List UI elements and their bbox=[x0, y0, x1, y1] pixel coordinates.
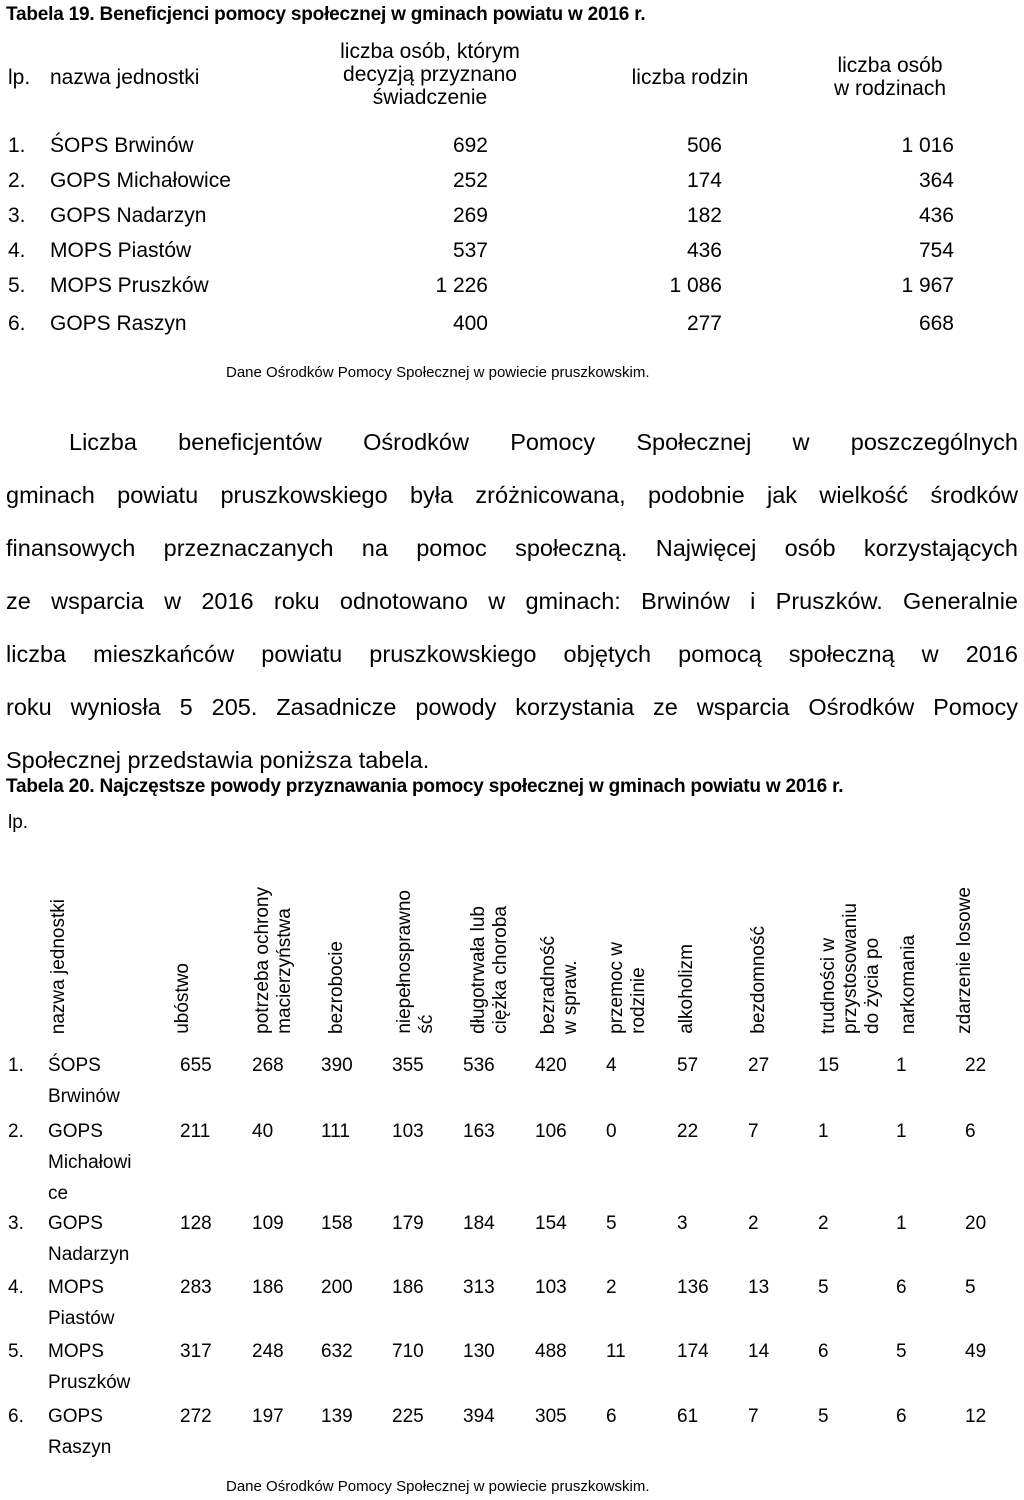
unit-name bbox=[48, 1401, 158, 1463]
table20-cell: 1 bbox=[896, 1055, 907, 1076]
table20-cell: 3 bbox=[677, 1213, 688, 1234]
table20-cell: 305 bbox=[535, 1406, 567, 1427]
table19-caption: Tabela 19. Beneficjenci pomocy społecznej w gminach powiatu w 2016 r. bbox=[6, 4, 646, 25]
column-header-text bbox=[676, 944, 698, 1034]
table19-cell-persons: 400 bbox=[452, 312, 488, 335]
table20-cell: 488 bbox=[535, 1341, 567, 1362]
table20-cell: 15 bbox=[818, 1055, 840, 1076]
table20-column-header bbox=[252, 814, 300, 1034]
table20-cell: 57 bbox=[677, 1055, 699, 1076]
unit-name-line: GOPS bbox=[48, 1121, 103, 1142]
table20-cell: 394 bbox=[463, 1406, 495, 1427]
column-header-line: macierzyństwa bbox=[274, 908, 295, 1034]
table19-header-name: nazwa jednostki bbox=[50, 66, 200, 89]
unit-name-line: GOPS bbox=[48, 1406, 103, 1427]
table19-cell-in-families: 1 016 bbox=[901, 134, 954, 157]
row-number: 2. bbox=[8, 1121, 24, 1142]
table20-cell: 139 bbox=[321, 1406, 353, 1427]
table20-column-header bbox=[48, 814, 74, 1034]
header-line: liczba osób bbox=[837, 54, 943, 77]
table20-cell: 61 bbox=[677, 1406, 699, 1427]
table20-caption: Tabela 20. Najczęstsze powody przyznawania pomocy społecznej w gminach powiatu w 2016 r. bbox=[6, 776, 844, 797]
table20-cell: 22 bbox=[965, 1055, 987, 1076]
unit-name-line: Brwinów bbox=[48, 1086, 120, 1107]
column-header-text bbox=[898, 935, 920, 1034]
table20-cell: 272 bbox=[180, 1406, 212, 1427]
body-paragraph bbox=[6, 416, 1018, 787]
table20-cell: 268 bbox=[252, 1055, 284, 1076]
column-header-line: zdarzenie losowe bbox=[954, 887, 975, 1034]
table20-column-header bbox=[326, 814, 352, 1034]
table19-cell-persons: 269 bbox=[452, 204, 488, 227]
column-header-text bbox=[954, 887, 976, 1034]
table20-cell: 130 bbox=[463, 1341, 495, 1362]
table20-cell: 0 bbox=[606, 1121, 617, 1142]
table19-cell-in-families: 364 bbox=[918, 169, 954, 192]
unit-name: ŚOPS Brwinów bbox=[50, 134, 194, 157]
table20-cell: 655 bbox=[180, 1055, 212, 1076]
unit-name bbox=[48, 1050, 158, 1112]
table20-cell: 6 bbox=[896, 1277, 907, 1298]
table20-cell: 1 bbox=[896, 1121, 907, 1142]
table20-cell: 536 bbox=[463, 1055, 495, 1076]
table20-cell: 179 bbox=[392, 1213, 424, 1234]
unit-name bbox=[48, 1336, 158, 1398]
column-header-text bbox=[48, 899, 70, 1034]
table20-cell: 225 bbox=[392, 1406, 424, 1427]
column-header-text bbox=[538, 936, 582, 1034]
table20-cell: 14 bbox=[748, 1341, 770, 1362]
table20-cell: 211 bbox=[180, 1121, 211, 1142]
table20-cell: 1 bbox=[818, 1121, 829, 1142]
table19-row bbox=[0, 239, 1024, 269]
header-line: decyzją przyznano bbox=[343, 63, 517, 86]
unit-name: GOPS Raszyn bbox=[50, 312, 187, 335]
table20-column-header bbox=[538, 814, 586, 1034]
row-number: 1. bbox=[8, 1055, 24, 1076]
paragraph-line: gminach powiatu pruszkowskiego była zróżnicowana, podobnie jak wielkość środków bbox=[6, 482, 1018, 508]
table20-column-header bbox=[606, 814, 654, 1034]
table20-cell: 22 bbox=[677, 1121, 699, 1142]
table20-cell: 7 bbox=[748, 1121, 759, 1142]
header-line: świadczenie bbox=[372, 86, 488, 109]
column-header-text bbox=[172, 963, 194, 1034]
unit-name-line: ŚOPS bbox=[48, 1055, 101, 1076]
header-line: w rodzinach bbox=[833, 77, 947, 100]
table19-cell-families: 182 bbox=[686, 204, 722, 227]
table20-cell: 2 bbox=[748, 1213, 759, 1234]
table20-cell: 158 bbox=[321, 1213, 353, 1234]
unit-name-line: MOPS bbox=[48, 1341, 104, 1362]
table20-cell: 5 bbox=[965, 1277, 976, 1298]
column-header-text bbox=[818, 903, 884, 1034]
table20-column-header bbox=[468, 814, 516, 1034]
table20-source: Dane Ośrodków Pomocy Społecznej w powiecie pruszkowskim. bbox=[226, 1478, 650, 1495]
table20-cell: 103 bbox=[392, 1121, 424, 1142]
table20-cell: 109 bbox=[252, 1213, 284, 1234]
table19-cell-persons: 252 bbox=[452, 169, 488, 192]
paragraph-line: ze wsparcia w 2016 roku odnotowano w gminach: Brwinów i Pruszków. Generalnie bbox=[6, 588, 1018, 614]
table19-row bbox=[0, 274, 1024, 304]
table19-header-lp: lp. bbox=[8, 66, 31, 89]
paragraph-line: liczba mieszkańców powiatu pruszkowskiego objętych pomocą społeczną w 2016 bbox=[6, 641, 1018, 667]
column-header-text bbox=[326, 941, 348, 1034]
row-number: 5. bbox=[8, 274, 26, 297]
table19-row bbox=[0, 134, 1024, 164]
table20-cell: 7 bbox=[748, 1406, 759, 1427]
table19-header-in-families bbox=[800, 54, 980, 100]
table20-header-lp: lp. bbox=[8, 812, 29, 833]
paragraph-line: roku wyniosła 5 205. Zasadnicze powody korzystania ze wsparcia Ośrodków Pomocy bbox=[6, 694, 1018, 720]
table19-cell-persons: 537 bbox=[452, 239, 488, 262]
table19-source: Dane Ośrodków Pomocy Społecznej w powiecie pruszkowskim. bbox=[226, 364, 650, 381]
column-header-line: w spraw. bbox=[560, 960, 581, 1034]
row-number: 4. bbox=[8, 239, 26, 262]
table20-column-header bbox=[394, 814, 442, 1034]
table20-cell: 111 bbox=[321, 1121, 350, 1142]
unit-name: MOPS Piastów bbox=[50, 239, 192, 262]
column-header-line: przystosowaniu bbox=[840, 903, 861, 1034]
table19-cell-in-families: 436 bbox=[918, 204, 954, 227]
table20-cell: 5 bbox=[606, 1213, 617, 1234]
table19-cell-persons: 1 226 bbox=[435, 274, 488, 297]
column-header-line: przemoc w bbox=[606, 942, 627, 1034]
column-header-line: potrzeba ochrony bbox=[252, 887, 273, 1034]
table19-cell-in-families: 668 bbox=[918, 312, 954, 335]
table20-cell: 4 bbox=[606, 1055, 617, 1076]
table20-column-header bbox=[676, 814, 702, 1034]
table20-cell: 2 bbox=[606, 1277, 617, 1298]
table20-cell: 20 bbox=[965, 1213, 987, 1234]
table20-cell: 106 bbox=[535, 1121, 567, 1142]
table19-cell-families: 1 086 bbox=[669, 274, 722, 297]
table20-cell: 5 bbox=[818, 1277, 829, 1298]
header-line: liczba osób, którym bbox=[340, 40, 520, 63]
column-header-text bbox=[394, 890, 438, 1034]
column-header-text bbox=[252, 887, 296, 1034]
column-header-line: długotrwała lub bbox=[468, 906, 489, 1034]
column-header-line: bezrobocie bbox=[326, 941, 347, 1034]
unit-name-line: MOPS bbox=[48, 1277, 104, 1298]
table20-column-header bbox=[748, 814, 774, 1034]
table20-cell: 420 bbox=[535, 1055, 567, 1076]
paragraph-line: Społecznej przedstawia poniższa tabela. bbox=[6, 747, 430, 773]
table20-cell: 49 bbox=[965, 1341, 987, 1362]
table20-cell: 197 bbox=[252, 1406, 284, 1427]
table19-cell-families: 506 bbox=[686, 134, 722, 157]
unit-name-line: Pruszków bbox=[48, 1372, 131, 1393]
column-header-line: ubóstwo bbox=[172, 963, 193, 1034]
table20-cell: 184 bbox=[463, 1213, 495, 1234]
column-header-line: ść bbox=[416, 1015, 437, 1034]
table20-cell: 248 bbox=[252, 1341, 284, 1362]
table20-cell: 632 bbox=[321, 1341, 353, 1362]
unit-name: MOPS Pruszków bbox=[50, 274, 209, 297]
table20-cell: 27 bbox=[748, 1055, 770, 1076]
table19-row bbox=[0, 312, 1024, 342]
row-number: 3. bbox=[8, 204, 26, 227]
table20-cell: 5 bbox=[896, 1341, 907, 1362]
table20-column-header bbox=[898, 814, 924, 1034]
column-header-line: narkomania bbox=[898, 934, 919, 1034]
paragraph-line: Liczba beneficjentów Ośrodków Pomocy Społecznej w poszczególnych bbox=[69, 429, 1018, 455]
table20-cell: 40 bbox=[252, 1121, 274, 1142]
table20-cell: 154 bbox=[535, 1213, 567, 1234]
table20-cell: 128 bbox=[180, 1213, 212, 1234]
table20-cell: 163 bbox=[463, 1121, 495, 1142]
unit-name: GOPS Nadarzyn bbox=[50, 204, 207, 227]
unit-name bbox=[48, 1116, 158, 1209]
table20-cell: 12 bbox=[965, 1406, 987, 1427]
unit-name bbox=[48, 1208, 158, 1270]
table20-cell: 390 bbox=[321, 1055, 353, 1076]
unit-name-line: GOPS bbox=[48, 1213, 103, 1234]
table19-cell-families: 174 bbox=[686, 169, 722, 192]
table19-header-families: liczba rodzin bbox=[631, 66, 749, 89]
column-header-line: nazwa jednostki bbox=[48, 898, 69, 1034]
column-header-line: bezdomność bbox=[748, 926, 769, 1034]
table20-cell: 136 bbox=[677, 1277, 709, 1298]
column-header-line: niepełnosprawno bbox=[394, 890, 415, 1034]
table20-cell: 13 bbox=[748, 1277, 770, 1298]
column-header-line: ciężka choroba bbox=[490, 906, 511, 1034]
table20-column-header bbox=[954, 814, 980, 1034]
table20-cell: 6 bbox=[818, 1341, 829, 1362]
row-number: 5. bbox=[8, 1341, 24, 1362]
table20-cell: 710 bbox=[392, 1341, 424, 1362]
table19-row bbox=[0, 204, 1024, 234]
table19-cell-families: 277 bbox=[686, 312, 722, 335]
paragraph-line: finansowych przeznaczanych na pomoc społeczną. Najwięcej osób korzystających bbox=[6, 535, 1018, 561]
table20-cell: 2 bbox=[818, 1213, 829, 1234]
table20-cell: 174 bbox=[677, 1341, 709, 1362]
row-number: 4. bbox=[8, 1277, 24, 1298]
table20-cell: 200 bbox=[321, 1277, 353, 1298]
column-header-line: alkoholizm bbox=[676, 944, 697, 1034]
table20-cell: 1 bbox=[896, 1213, 907, 1234]
column-header-line: bezradność bbox=[538, 935, 559, 1034]
table20-cell: 6 bbox=[965, 1121, 976, 1142]
table20-cell: 355 bbox=[392, 1055, 424, 1076]
unit-name-line: Raszyn bbox=[48, 1437, 112, 1458]
table20-cell: 5 bbox=[818, 1406, 829, 1427]
table19-cell-persons: 692 bbox=[452, 134, 488, 157]
table20-column-header bbox=[172, 814, 198, 1034]
table19-header-persons bbox=[330, 40, 530, 109]
table20-cell: 103 bbox=[535, 1277, 567, 1298]
table19-row bbox=[0, 169, 1024, 199]
table20-cell: 186 bbox=[252, 1277, 284, 1298]
column-header-line: do życia po bbox=[862, 937, 883, 1034]
unit-name-line: ce bbox=[48, 1183, 69, 1204]
unit-name bbox=[48, 1272, 158, 1334]
row-number: 6. bbox=[8, 1406, 24, 1427]
table20-cell: 283 bbox=[180, 1277, 212, 1298]
column-header-line: trudności w bbox=[818, 937, 839, 1034]
unit-name: GOPS Michałowice bbox=[50, 169, 231, 192]
unit-name-line: Nadarzyn bbox=[48, 1244, 130, 1265]
table20-cell: 313 bbox=[463, 1277, 495, 1298]
column-header-text bbox=[468, 906, 512, 1034]
table19-cell-in-families: 1 967 bbox=[901, 274, 954, 297]
column-header-text bbox=[748, 926, 770, 1034]
unit-name-line: Piastów bbox=[48, 1308, 115, 1329]
column-header-line: rodzinie bbox=[628, 967, 649, 1034]
row-number: 1. bbox=[8, 134, 26, 157]
row-number: 3. bbox=[8, 1213, 24, 1234]
table19-cell-families: 436 bbox=[686, 239, 722, 262]
table20-column-header bbox=[818, 814, 888, 1034]
row-number: 2. bbox=[8, 169, 26, 192]
table19-cell-in-families: 754 bbox=[918, 239, 954, 262]
row-number: 6. bbox=[8, 312, 26, 335]
table20-cell: 6 bbox=[896, 1406, 907, 1427]
table20-cell: 317 bbox=[180, 1341, 212, 1362]
table20-cell: 11 bbox=[606, 1341, 626, 1362]
column-header-text bbox=[606, 942, 650, 1034]
table20-cell: 186 bbox=[392, 1277, 424, 1298]
unit-name-line: Michałowi bbox=[48, 1152, 132, 1173]
table20-cell: 6 bbox=[606, 1406, 617, 1427]
